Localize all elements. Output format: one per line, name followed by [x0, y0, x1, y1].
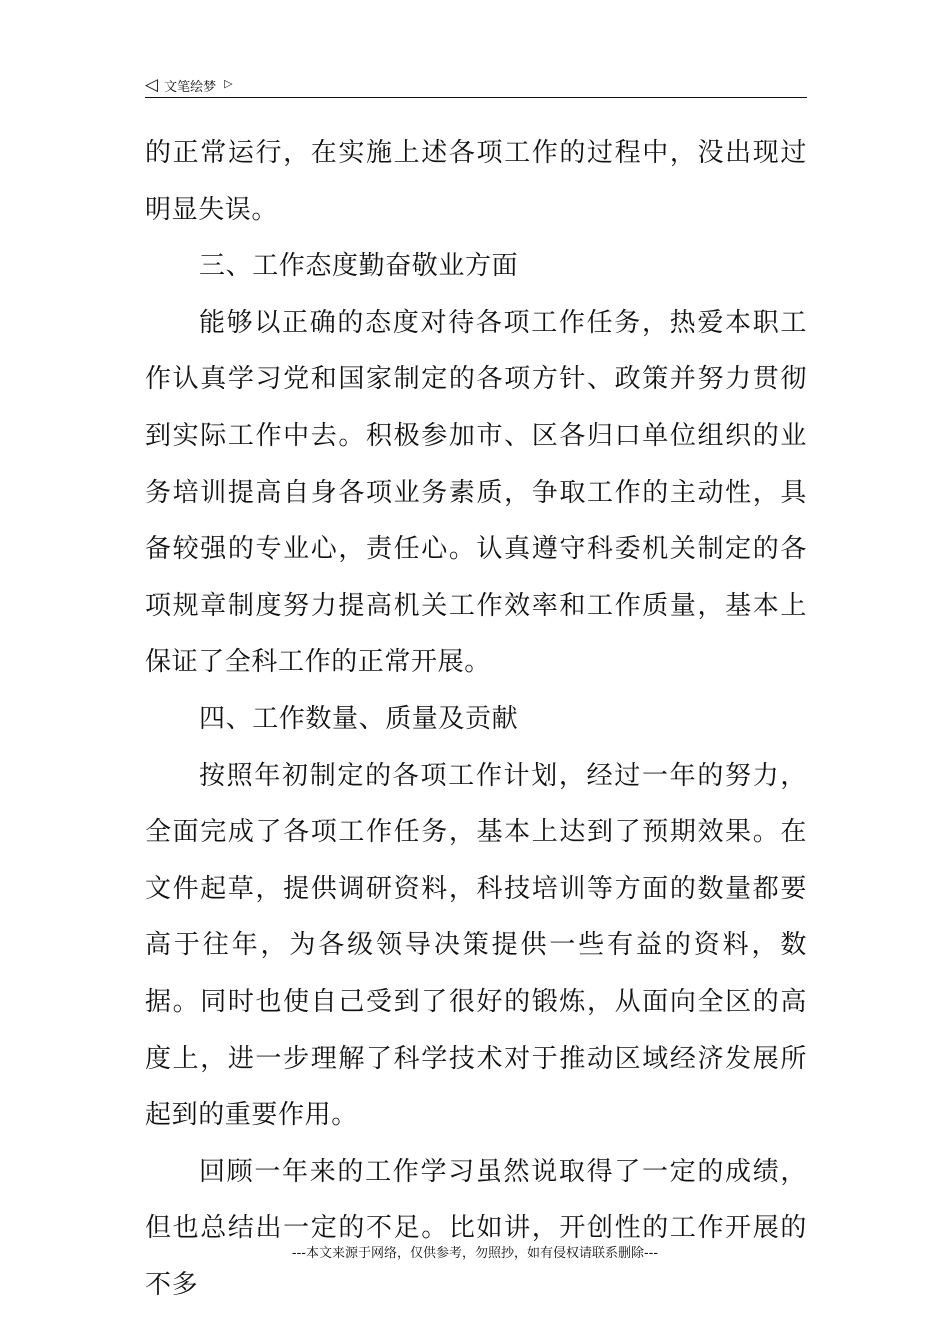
triangle-left-icon: ◁	[145, 74, 159, 95]
paragraph-attitude: 能够以正确的态度对待各项工作任务，热爱本职工作认真学习党和国家制定的各项方针、政策并努力贯彻到实际工作中去。积极参加市、区各归口单位组织的业务培训提高自身各项业务素质，争取工作的主动性，具备较强的专业心，责任心。认真遵守科委机关制定的各项规章制度努力提高机关工作效率和工作质量，基本上保证了全科工作的正常开展。	[145, 307, 807, 678]
page-header	[145, 73, 807, 97]
paragraph-quantity-quality: 按照年初制定的各项工作计划，经过一年的努力，全面完成了各项工作任务，基本上达到了预期效果。在文件起草，提供调研资料，科技培训等方面的数量都要高于往年，为各级领导决策提供一些有益的资料，数据。同时也使自己受到了很好的锻炼，从面向全区的高度上，进一步理解了科学技术对于推动区域经济发展所起到的重要作用。	[145, 760, 807, 1131]
section-heading-quantity-quality: 四、工作数量、质量及贡献	[199, 703, 519, 734]
paragraph-review: 回顾一年来的工作学习虽然说取得了一定的成绩，但也总结出一定的不足。比如讲，开创性的工作开展的不多	[145, 1156, 807, 1300]
section-heading-attitude: 三、工作态度勤奋敬业方面	[199, 251, 519, 282]
header-divider	[145, 97, 807, 98]
paragraph-continuation: 的正常运行，在实施上述各项工作的过程中，没出现过明显失误。	[145, 138, 807, 225]
triangle-right-icon: ▷	[224, 76, 233, 90]
header-title: 文笔绘梦	[164, 79, 217, 95]
page-footer-disclaimer: ---本文来源于网络，仅供参考，勿照抄，如有侵权请联系删除---	[291, 1246, 659, 1261]
document-body	[145, 125, 807, 1313]
